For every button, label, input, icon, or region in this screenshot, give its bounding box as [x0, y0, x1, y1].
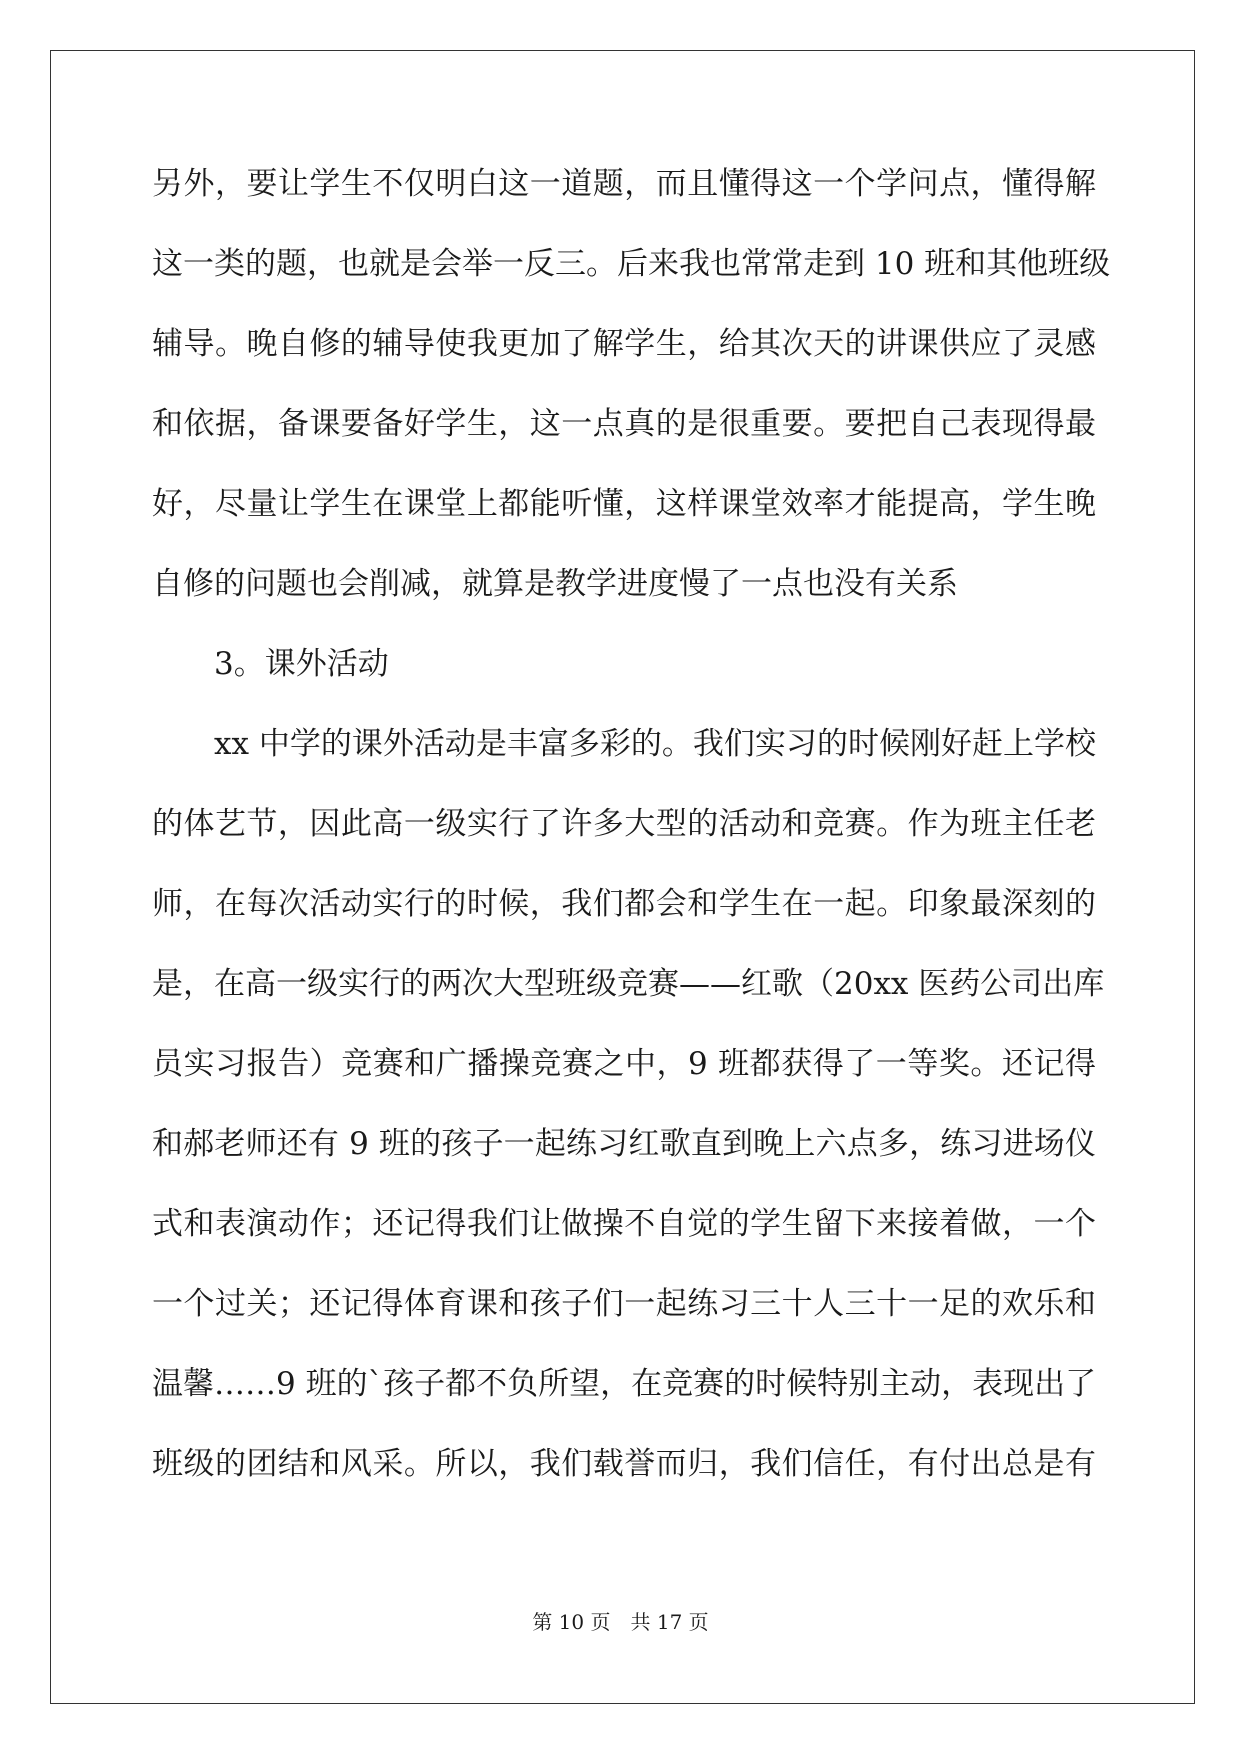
- document-body: [152, 156, 1111, 1516]
- text-line: 式和表演动作；还记得我们让做操不自觉的学生留下来接着做，一个: [152, 1206, 1096, 1242]
- text-line: 的体艺节，因此高一级实行了许多大型的活动和竞赛。作为班主任老: [152, 806, 1096, 842]
- text-line: 自修的问题也会削减，就算是教学进度慢了一点也没有关系: [152, 566, 958, 602]
- text-line: 另外，要让学生不仅明白这一道题，而且懂得这一个学问点，懂得解: [152, 166, 1096, 202]
- text-line: 温馨……9 班的`孩子都不负所望，在竞赛的时候特别主动，表现出了: [152, 1366, 1097, 1402]
- text-line: xx 中学的课外活动是丰富多彩的。我们实习的时候刚好赶上学校: [214, 726, 1096, 762]
- text-line: 班级的团结和风采。所以，我们载誉而归，我们信任，有付出总是有: [152, 1446, 1096, 1482]
- page-number: 第 10 页 共 17 页: [532, 1610, 709, 1634]
- text-line: 员实习报告）竞赛和广播操竞赛之中，9 班都获得了一等奖。还记得: [152, 1046, 1096, 1082]
- text-line: 一个过关；还记得体育课和孩子们一起练习三十人三十一足的欢乐和: [152, 1286, 1096, 1322]
- section-heading: 3。课外活动: [214, 646, 389, 682]
- text-line: 是，在高一级实行的两次大型班级竞赛——红歌（20xx 医药公司出库: [152, 966, 1105, 1002]
- text-line: 好，尽量让学生在课堂上都能听懂，这样课堂效率才能提高，学生晚: [152, 486, 1096, 522]
- text-line: 这一类的题，也就是会举一反三。后来我也常常走到 10 班和其他班级: [152, 246, 1111, 282]
- text-line: 师，在每次活动实行的时候，我们都会和学生在一起。印象最深刻的: [152, 886, 1096, 922]
- text-line: 辅导。晚自修的辅导使我更加了解学生，给其次天的讲课供应了灵感: [152, 326, 1096, 362]
- text-line: 和郝老师还有 9 班的孩子一起练习红歌直到晚上六点多，练习进场仪: [152, 1126, 1096, 1162]
- text-line: 和依据，备课要备好学生，这一点真的是很重要。要把自己表现得最: [152, 406, 1096, 442]
